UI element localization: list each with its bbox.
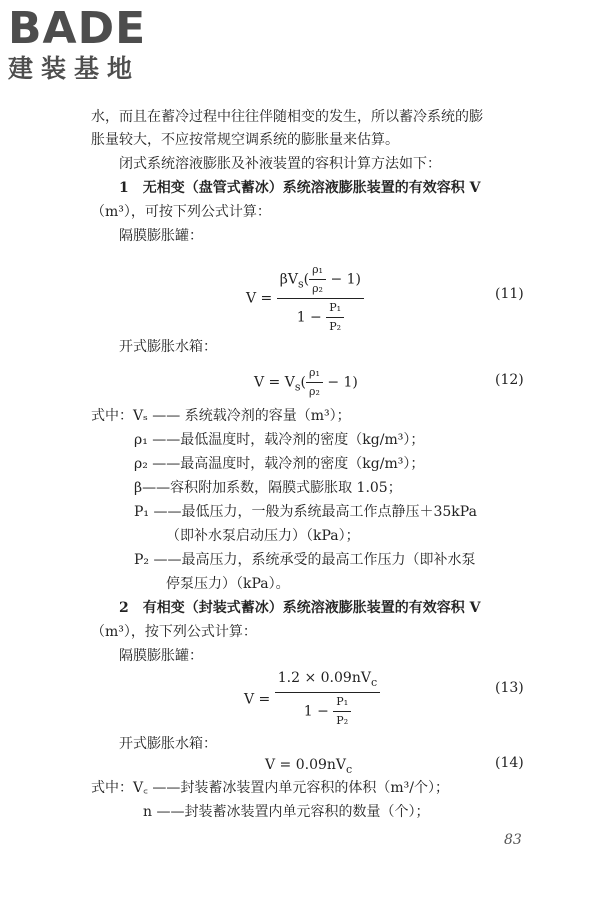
eq11-inner-tail: − 1 [330, 271, 356, 288]
eq14-sub: c [346, 762, 353, 776]
text-line: 闭式系统溶液膨胀及补液装置的容积计算方法如下： [119, 156, 441, 172]
eq13-den-num: P₁ [333, 694, 351, 712]
definition-line: 停泵压力）（kPa）。 [166, 576, 290, 592]
eq12-inner-num: ρ₁ [306, 365, 323, 383]
text-line: （m³），可按下列公式计算： [91, 204, 271, 220]
definition-line: 式中：Vₛ —— 系统载冷剂的容量（m³）； [91, 408, 351, 424]
text-line: （m³），按下列公式计算： [91, 624, 257, 640]
equation-13 [244, 670, 380, 729]
eq12-sub: s [294, 380, 301, 394]
logo-sub-text: 建装基地 [8, 54, 141, 83]
text-line: 胀量较大，不应按常规空调系统的膨胀量来估算。 [91, 132, 399, 148]
eq13-den-a: 1 − [303, 703, 329, 720]
logo-main-text: BADE [8, 3, 147, 54]
text-line: 开式膨胀水箱： [119, 736, 217, 752]
text-line: 隔膜膨胀罐： [119, 228, 203, 244]
equation-number: (12) [495, 372, 524, 388]
definition-line: n ——封装蓄冰装置内单元容积的数量（个）； [143, 804, 430, 820]
eq13-lhs: V = [244, 691, 271, 708]
definition-line: β——容积附加系数，隔膜式膨胀取 1.05； [134, 480, 402, 496]
eq13-numerator: 1.2 × 0.09nV [277, 670, 371, 686]
definition-line: P₁ ——最低压力，一般为系统最高工作点静压＋35kPa [134, 504, 477, 520]
equation-number: (13) [495, 680, 524, 696]
eq13-fraction [275, 670, 380, 729]
eq11-den-num: P₁ [326, 300, 344, 318]
clause-2-heading: 2 有相变（封装式蓄冰）系统溶液膨胀装置的有效容积 V [119, 600, 481, 616]
equation-11 [246, 262, 364, 335]
text-line: 水，而且在蓄冷过程中往往伴随相变的发生，所以蓄冷系统的膨 [91, 109, 483, 125]
text-line: 开式膨胀水箱： [119, 339, 217, 355]
eq12-inner-den: ρ₂ [308, 385, 320, 398]
eq11-numerator: βV [279, 271, 298, 288]
definition-line: ρ₂ ——最高温度时，载冷剂的密度（kg/m³）； [134, 456, 425, 472]
eq13-num-sub: c [370, 675, 378, 689]
equation-12: $V = V_s$( $\frac{\text{ρ₁}}{\text{ρ₂}}$ − 1) [254, 366, 358, 398]
logo [8, 4, 146, 84]
definition-line: （即补水泵启动压力）（kPa）； [166, 528, 360, 544]
equation-14 [265, 755, 352, 780]
page-number: 83 [504, 832, 522, 848]
definition-line: ρ₁ ——最低温度时，载冷剂的密度（kg/m³）； [134, 432, 425, 448]
equation-number: (11) [495, 286, 524, 302]
clause-1-heading: 1 无相变（盘管式蓄冰）系统溶液膨胀装置的有效容积 V [119, 180, 481, 196]
eq14-expr: V = 0.09nV [265, 757, 347, 773]
eq11-inner-num: ρ₁ [309, 262, 326, 280]
eq11-den-den: P₂ [329, 320, 342, 333]
eq11-inner-den: ρ₂ [312, 282, 323, 295]
equation-number: (14) [495, 755, 524, 771]
eq11-num-sub: s [297, 277, 304, 291]
eq12-lhs: V = V [254, 374, 295, 391]
text-line: 隔膜膨胀罐： [119, 648, 203, 664]
eq13-den-den: P₂ [336, 713, 349, 727]
eq11-fraction: $\beta V_s$( $\frac{\text{ρ₁}}{\text{ρ₂}}$ − 1) 1 − $\frac{\text{P₁}}{\text{P₂}}$ [277, 262, 364, 335]
eq12-tail: − 1 [327, 374, 353, 391]
definition-line: 式中：V꜀ ——封装蓄冰装置内单元容积的体积（m³/个）； [91, 780, 450, 796]
eq11-den-a: 1 − [296, 309, 322, 326]
definition-line: P₂ ——最高压力，系统承受的最高工作压力（即补水泵 [134, 552, 476, 568]
eq11-lhs: V = [246, 290, 273, 307]
